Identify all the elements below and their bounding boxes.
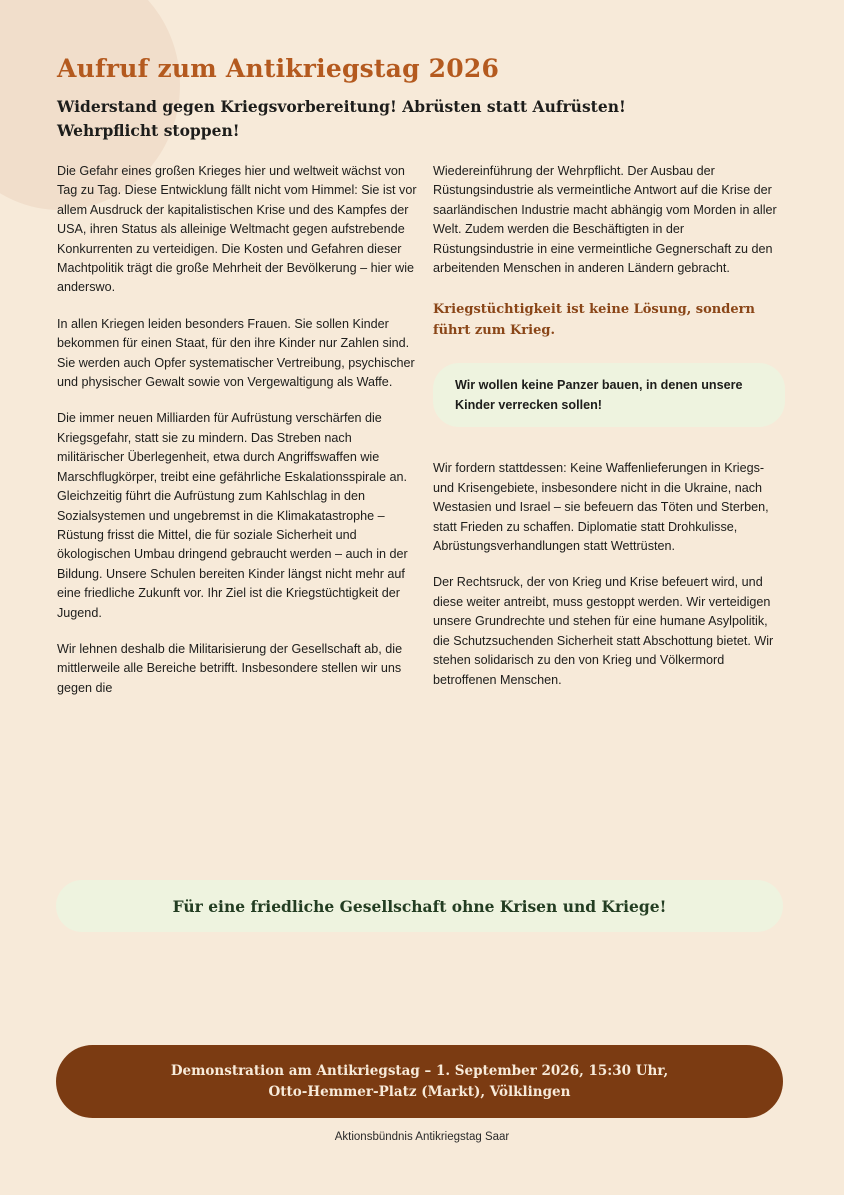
paragraph-conscription: Wiedereinführung der Wehrpflicht. Der Ausbau der Rüstungsindustrie als vermeintliche Antwort auf die Krise der saarländischen Industrie macht abhängig vom Morden in aller Welt. Zudem werden die Beschäftigten in der Rüstungsindustrie in eine vermeintliche Gegnerschaft zu den arbeitenden Menschen in anderen Ländern gebracht. bbox=[433, 164, 777, 276]
paragraph-women: In allen Kriegen leiden besonders Frauen. Sie sollen Kinder bekommen für einen Staat, für den ihre Kinder nur Zahlen sind. Sie werden auch Opfer systematischer Vertreibung, psychischer und physischer Gewalt sowie von Vergewaltigung als Waffe. bbox=[57, 316, 415, 390]
callout-box: Wir wollen keine Panzer bauen, in denen unsere Kinder verrecken sollen! bbox=[433, 363, 785, 427]
demo-line-1: Demonstration am Antikriegstag – 1. September 2026, 15:30 Uhr, bbox=[170, 1062, 669, 1079]
left-column bbox=[57, 162, 417, 715]
page-subtitle bbox=[57, 95, 757, 143]
page-title: Aufruf zum Antikriegstag 2026 bbox=[57, 54, 500, 83]
paragraph-armament: Die immer neuen Milliarden für Aufrüstung verschärfen die Kriegsgefahr, statt sie zu mindern. Das Streben nach militärischer Überlegenheit, etwa durch Angriffswaffen wie Marschflugkörper, treibt eine gefährliche Eskalationsspirale an. Gleichzeitig führt die Aufrüstung zum Kahlschlag in den Sozialsystemen und ungebremst in die Klimakatastrophe – Rüstung frisst die Mittel, die für soziale Sicherheit und ökologischen Umbau dringend gebraucht werden – auch in der Bildung. Unsere Schulen bereiten Kinder längst nicht mehr auf eine friedliche Zukunft vor. Ihr Ziel ist die Kriegstüchtigkeit der Jugend. bbox=[57, 411, 408, 620]
demonstration-banner bbox=[56, 1045, 783, 1118]
paragraph-demands: Wir fordern stattdessen: Keine Waffenlieferungen in Kriegs- und Krisengebiete, insbesondere nicht in die Ukraine, nach Westasien und Israel – sie befeuern das Töten und Sterben, statt Frieden zu schaffen. Diplomatie statt Drohkulisse, Abrüstungsverhandlungen statt Wettrüsten. bbox=[433, 461, 769, 554]
demo-line-2: Otto-Hemmer-Platz (Markt), Völklingen bbox=[268, 1083, 571, 1100]
paragraph-militarization: Wir lehnen deshalb die Militarisierung der Gesellschaft ab, die mittlerweile alle Bereiche betrifft. Insbesondere stellen wir uns gegen die bbox=[57, 641, 403, 695]
right-column bbox=[433, 162, 785, 707]
section-heading: Kriegstüchtigkeit ist keine Lösung, sondern führt zum Krieg. bbox=[433, 302, 755, 339]
footer-organizer: Aktionsbündnis Antikriegstag Saar bbox=[334, 1131, 510, 1143]
paragraph-war-danger: Die Gefahr eines großen Krieges hier und weltweit wächst von Tag zu Tag. Diese Entwicklung fällt nicht vom Himmel: Sie ist vor allem Ausdruck der kapitalistischen Krise und des Kampfes der USA, ihren Status als alleinige Weltmacht gegen aufstrebende Konkurrenten zu verteidigen. Die Kosten und Gefahren dieser Machtpolitik trägt die große Mehrheit der Bevölkerung – hier wie anderswo. bbox=[57, 164, 417, 295]
slogan-banner: Für eine friedliche Gesellschaft ohne Krisen und Kriege! bbox=[56, 880, 783, 932]
subtitle-line-1: Widerstand gegen Kriegsvorbereitung! Abrüsten statt Aufrüsten! bbox=[57, 97, 626, 116]
subtitle-line-2: Wehrpflicht stoppen! bbox=[57, 121, 240, 140]
paragraph-right-shift: Der Rechtsruck, der von Krieg und Krise befeuert wird, und diese weiter antreibt, muss gestoppt werden. Wir verteidigen unsere Grundrechte und stehen für eine humane Asylpolitik, die Schutzsuchenden Sicherheit statt Abschottung bietet. Wir stehen solidarisch zu den von Krieg und Völkermord betroffenen Menschen. bbox=[433, 575, 774, 687]
